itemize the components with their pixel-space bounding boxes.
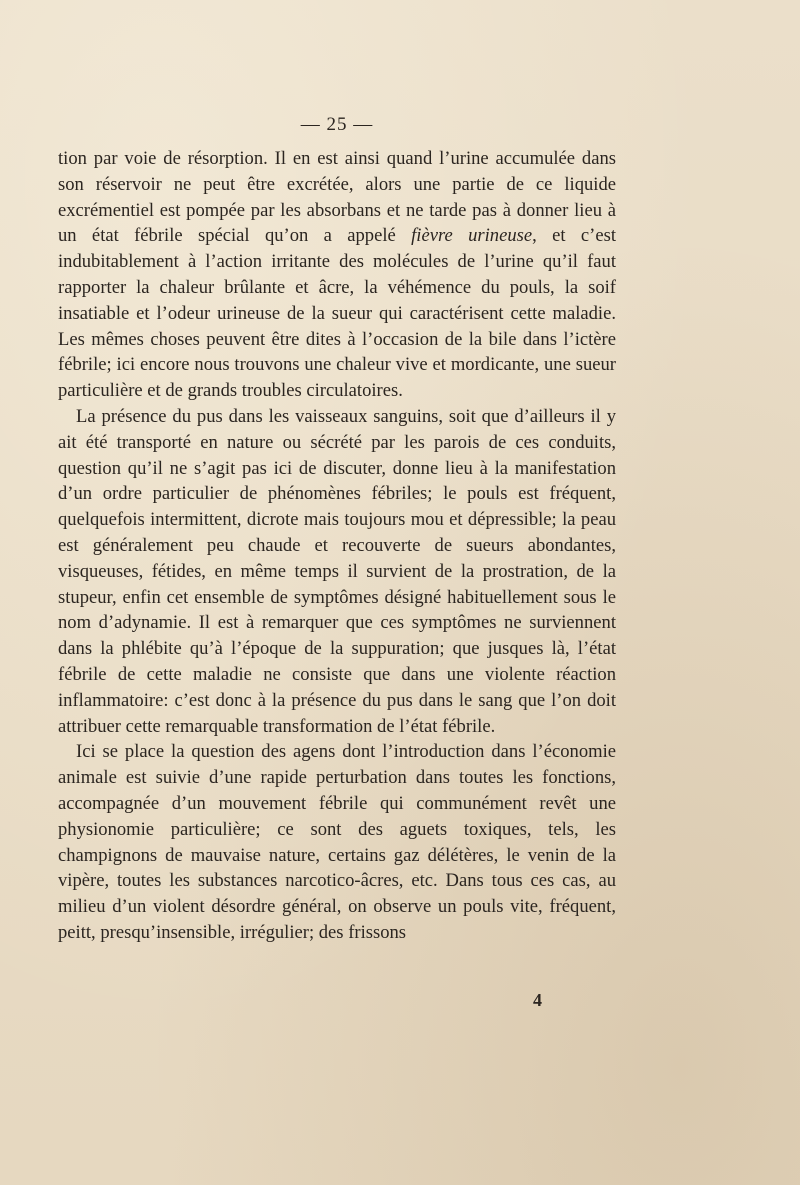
- signature-mark: 4: [533, 990, 542, 1010]
- page-number: — 25 —: [300, 114, 374, 135]
- paragraph-1-italic-term: fièvre urineuse: [411, 225, 533, 247]
- paragraph-1: [58, 146, 616, 404]
- paragraph-1-text-end: , et c’est indubitablement à l’action irritante des molécules de l’urine qu’il faut rapporter la chaleur brûlante et âcre, la véhémence du pouls, la soif insatiable et l’odeur urineuse de la sueur qui caractérisent cette maladie. Les mêmes choses peuvent être dites à l’occasion de la bile dans l’ictère fébrile; ici encore nous trouvons une chaleur vive et mordicante, une sueur particulière et de grands troubles circulatoires.: [58, 225, 616, 402]
- document-page: [58, 112, 616, 946]
- paragraph-1-text-start: tion par voie de résorption. Il en est ainsi quand l’urine accumulée dans son réservoir ne peut être excrétée, alors une partie de ce liquide excrémentiel est pompée par les absorbans et ne tarde pas à donner lieu à un état fébrile spécial qu’on a appelé: [58, 148, 616, 247]
- paragraph-2: La présence du pus dans les vaisseaux sanguins, soit que d’ailleurs il y ait été transporté en nature ou sécrété par les parois de ces conduits, question qu’il ne s’agit pas ici de discuter, donne lieu à la manifestation d’un ordre particulier de phénomènes fébriles; le pouls est fréquent, quelquefois intermittent, dicrote mais toujours mou et dépressible; la peau est généralement peu chaude et recouverte de sueurs abondantes, visqueuses, fétides, en même temps il survient de la prostration, de la stupeur, enfin cet ensemble de symptômes désigné habituellement sous le nom d’adynamie. Il est à remarquer que ces symptômes ne surviennent dans la phlébite qu’à l’époque de la suppuration; que jusques là, l’état fébrile de cette maladie ne consiste que dans une violente réaction inflammatoire: c’est donc à la présence du pus dans le sang que l’on doit attribuer cette remarquable transformation de l’état fébrile.: [58, 405, 616, 737]
- paragraph-3: Ici se place la question des agens dont l’introduction dans l’économie animale est suivie d’une rapide perturbation dans toutes les fonctions, accompagnée d’un mouvement fébrile qui communément revêt une physionomie particulière; ce sont des aguets toxiques, tels, les champignons de mauvaise nature, certains gaz délétères, le venin de la vipère, toutes les substances narcotico-âcres, etc. Dans tous ces cas, au milieu d’un violent désordre général, on observe un pouls vite, fréquent, peitt, presqu’insensible, irrégulier; des frissons: [58, 741, 616, 943]
